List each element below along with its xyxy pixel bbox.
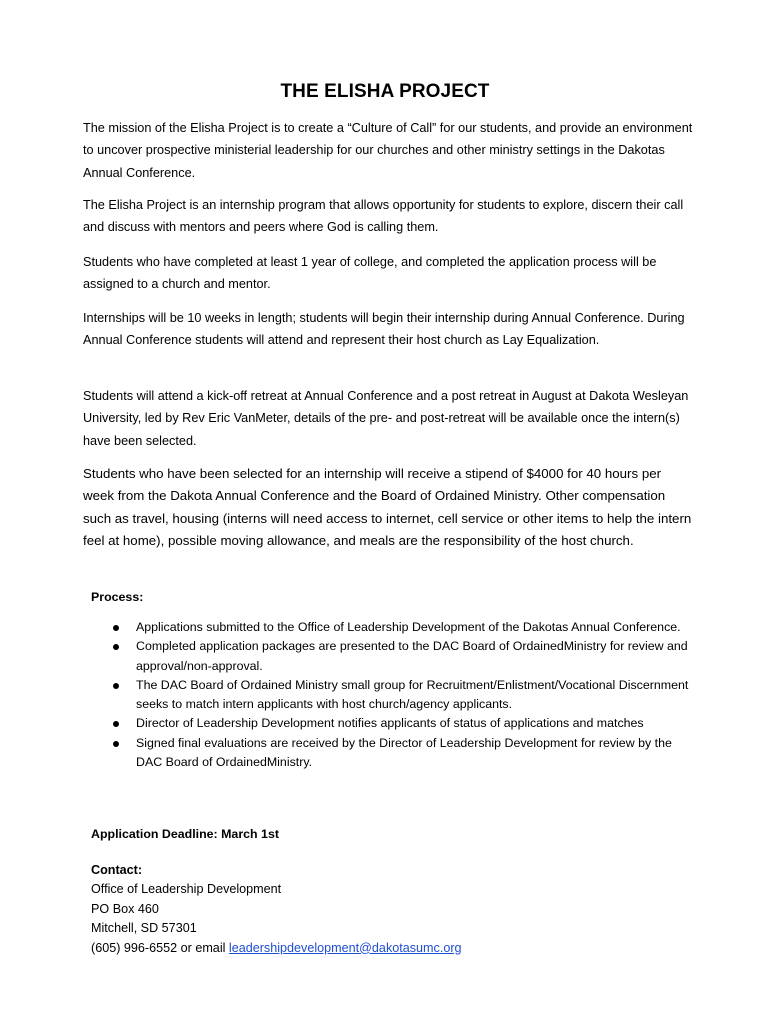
- list-item-text: Completed application packages are presented to the DAC Board of OrdainedMinistry for review and approval/non-approval.: [136, 639, 688, 673]
- page-title: THE ELISHA PROJECT: [280, 81, 490, 102]
- bullet-icon: [113, 683, 119, 689]
- list-item-text: Signed final evaluations are received by the Director of Leadership Development for review by the DAC Board of OrdainedMinistry.: [136, 735, 672, 770]
- list-item-text: The DAC Board of Ordained Ministry small group for Recruitment/Enlistment/Vocational Discernment seeks to match intern applicants with host church/agency applicants.: [136, 677, 689, 712]
- bullet-icon: [113, 625, 119, 631]
- process-list: [91, 618, 691, 772]
- application-deadline: Application Deadline: March 1st: [91, 827, 279, 841]
- eligibility-paragraph: Students who have completed at least 1 year of college, and completed the application process will be assigned to a church and mentor.: [83, 255, 657, 292]
- list-item: [91, 676, 691, 715]
- contact-phone-line: [91, 939, 462, 958]
- contact-po-box: PO Box 460: [91, 901, 159, 916]
- list-item: [91, 637, 691, 676]
- list-item-text: Applications submitted to the Office of Leadership Development of the Dakotas Annual Conference.: [136, 620, 681, 634]
- contact-block: [91, 861, 462, 958]
- retreat-paragraph: Students will attend a kick-off retreat at Annual Conference and a post retreat in August at Dakota Wesleyan University, led by Rev Eric VanMeter, details of the pre- and post-retreat will be available once the intern(s) have been selected.: [83, 389, 689, 448]
- contact-heading: Contact:: [91, 863, 143, 877]
- contact-phone: (605) 996-6552 or email: [91, 940, 229, 955]
- contact-city: Mitchell, SD 57301: [91, 921, 197, 936]
- contact-office: Office of Leadership Development: [91, 882, 282, 897]
- list-item: [91, 714, 691, 733]
- list-item-text: Director of Leadership Development notifies applicants of status of applications and matches: [136, 716, 644, 731]
- bullet-icon: [113, 721, 119, 727]
- list-item: [91, 618, 691, 637]
- internship-length-paragraph: Internships will be 10 weeks in length; students will begin their internship during Annual Conference. During Annual Conference students will attend and represent their host church as Lay Equalization.: [83, 311, 685, 348]
- email-link[interactable]: leadershipdevelopment@dakotasumc.org: [228, 940, 462, 955]
- mission-paragraph: The mission of the Elisha Project is to create a “Culture of Call” for our students, and provide an environment to uncover prospective ministerial leadership for our churches and other ministry settings in the Dakotas Annual Conference.: [83, 121, 693, 180]
- process-heading: Process:: [91, 590, 144, 604]
- stipend-paragraph: Students who have been selected for an internship will receive a stipend of $4000 for 40 hours per week from the Dakota Annual Conference and the Board of Ordained Ministry. Other compensation such as travel, housing (interns will need access to internet, cell service or other items to help the intern feel at home), possible moving allowance, and meals are the responsibility of the host church.: [83, 466, 692, 548]
- program-paragraph: The Elisha Project is an internship program that allows opportunity for students to explore, discern their call and discuss with mentors and peers where God is calling them.: [83, 198, 684, 235]
- list-item: [91, 734, 691, 773]
- bullet-icon: [113, 644, 119, 650]
- bullet-icon: [113, 741, 119, 747]
